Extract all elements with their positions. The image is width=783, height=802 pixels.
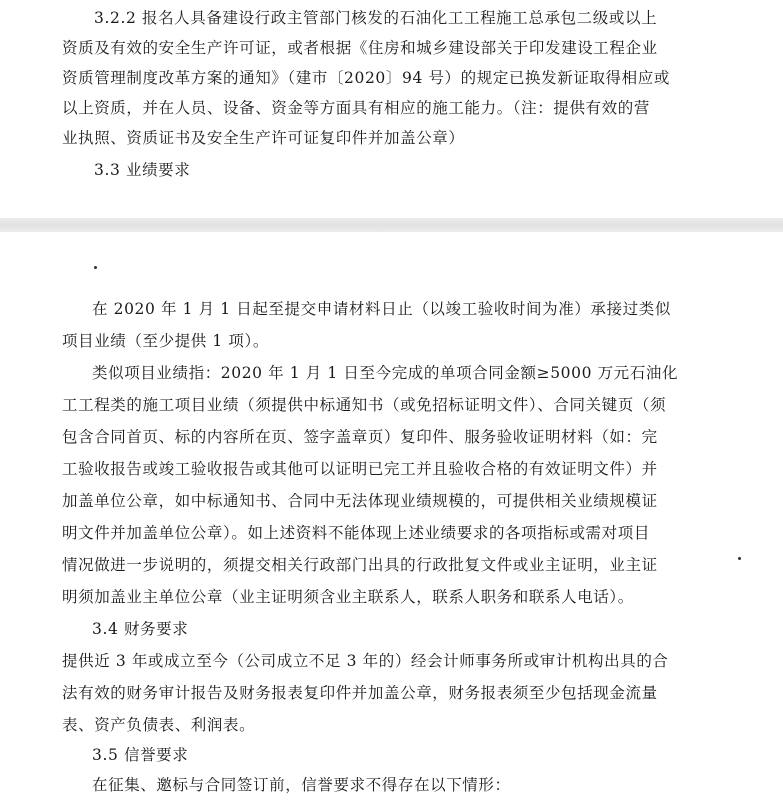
text-line: 类似项目业绩指：2020 年 1 月 1 日至今完成的单项合同金额≥5000 万元石油化	[92, 364, 679, 382]
text-line: 情况做进一步说明的，须提交相关行政部门出具的行政批复文件或业主证明，业主证	[62, 556, 658, 574]
text-line: 项目业绩（至少提供 1 项）。	[62, 332, 269, 350]
scan-speck	[94, 266, 97, 269]
text-line: 明文件并加盖单位公章）。如上述资料不能体现上述业绩要求的各项指标或需对项目	[62, 524, 650, 542]
text-line: 资质管理制度改革方案的通知》（建市〔2020〕94 号）的规定已换发新证取得相应或	[62, 69, 670, 87]
text-line: 表、资产负债表、利润表。	[62, 716, 256, 734]
text-line: 工验收报告或竣工验收报告或其他可以证明已完工并且验收合格的有效证明文件）并	[62, 460, 658, 478]
text-line: 加盖单位公章，如中标通知书、合同中无法体现业绩规模的，可提供相关业绩规模证	[62, 492, 658, 510]
text-line: 提供近 3 年或成立至今（公司成立不足 3 年的）经会计师事务所或审计机构出具的合	[62, 652, 669, 670]
text-line: 3.2.2 报名人具备建设行政主管部门核发的石油化工工程施工总承包二级或以上	[94, 9, 658, 27]
text-line: 工工程类的施工项目业绩（须提供中标通知书（或免招标证明文件）、合同关键页（须	[62, 396, 667, 414]
text-line: 包含合同首页、标的内容所在页、签字盖章页）复印件、服务验收证明材料（如：完	[62, 428, 658, 446]
text-line: 资质及有效的安全生产许可证，或者根据《住房和城乡建设部关于印发建设工程企业	[62, 39, 658, 57]
text-line: 在 2020 年 1 月 1 日起至提交申请材料日止（以竣工验收时间为准）承接过类似	[92, 300, 671, 318]
text-line: 在征集、邀标与合同签订前，信誉要求不得存在以下情形：	[92, 776, 511, 794]
page-break	[0, 218, 783, 232]
scan-speck	[738, 557, 741, 560]
text-line: 以上资质，并在人员、设备、资金等方面具有相应的施工能力。（注：提供有效的营	[62, 99, 650, 117]
document-page-bottom	[0, 232, 783, 802]
section-heading: 3.5 信誉要求	[92, 746, 189, 764]
text-line: 法有效的财务审计报告及财务报表复印件并加盖公章，财务报表须至少包括现金流量	[62, 684, 658, 702]
section-heading: 3.4 财务要求	[92, 620, 189, 638]
text-line: 明须加盖业主单位公章（业主证明须含业主联系人，联系人职务和联系人电话）。	[62, 588, 634, 606]
section-heading: 3.3 业绩要求	[94, 161, 191, 179]
text-line: 业执照、资质证书及安全生产许可证复印件并加盖公章）	[62, 129, 465, 147]
document-page-top	[0, 0, 783, 218]
